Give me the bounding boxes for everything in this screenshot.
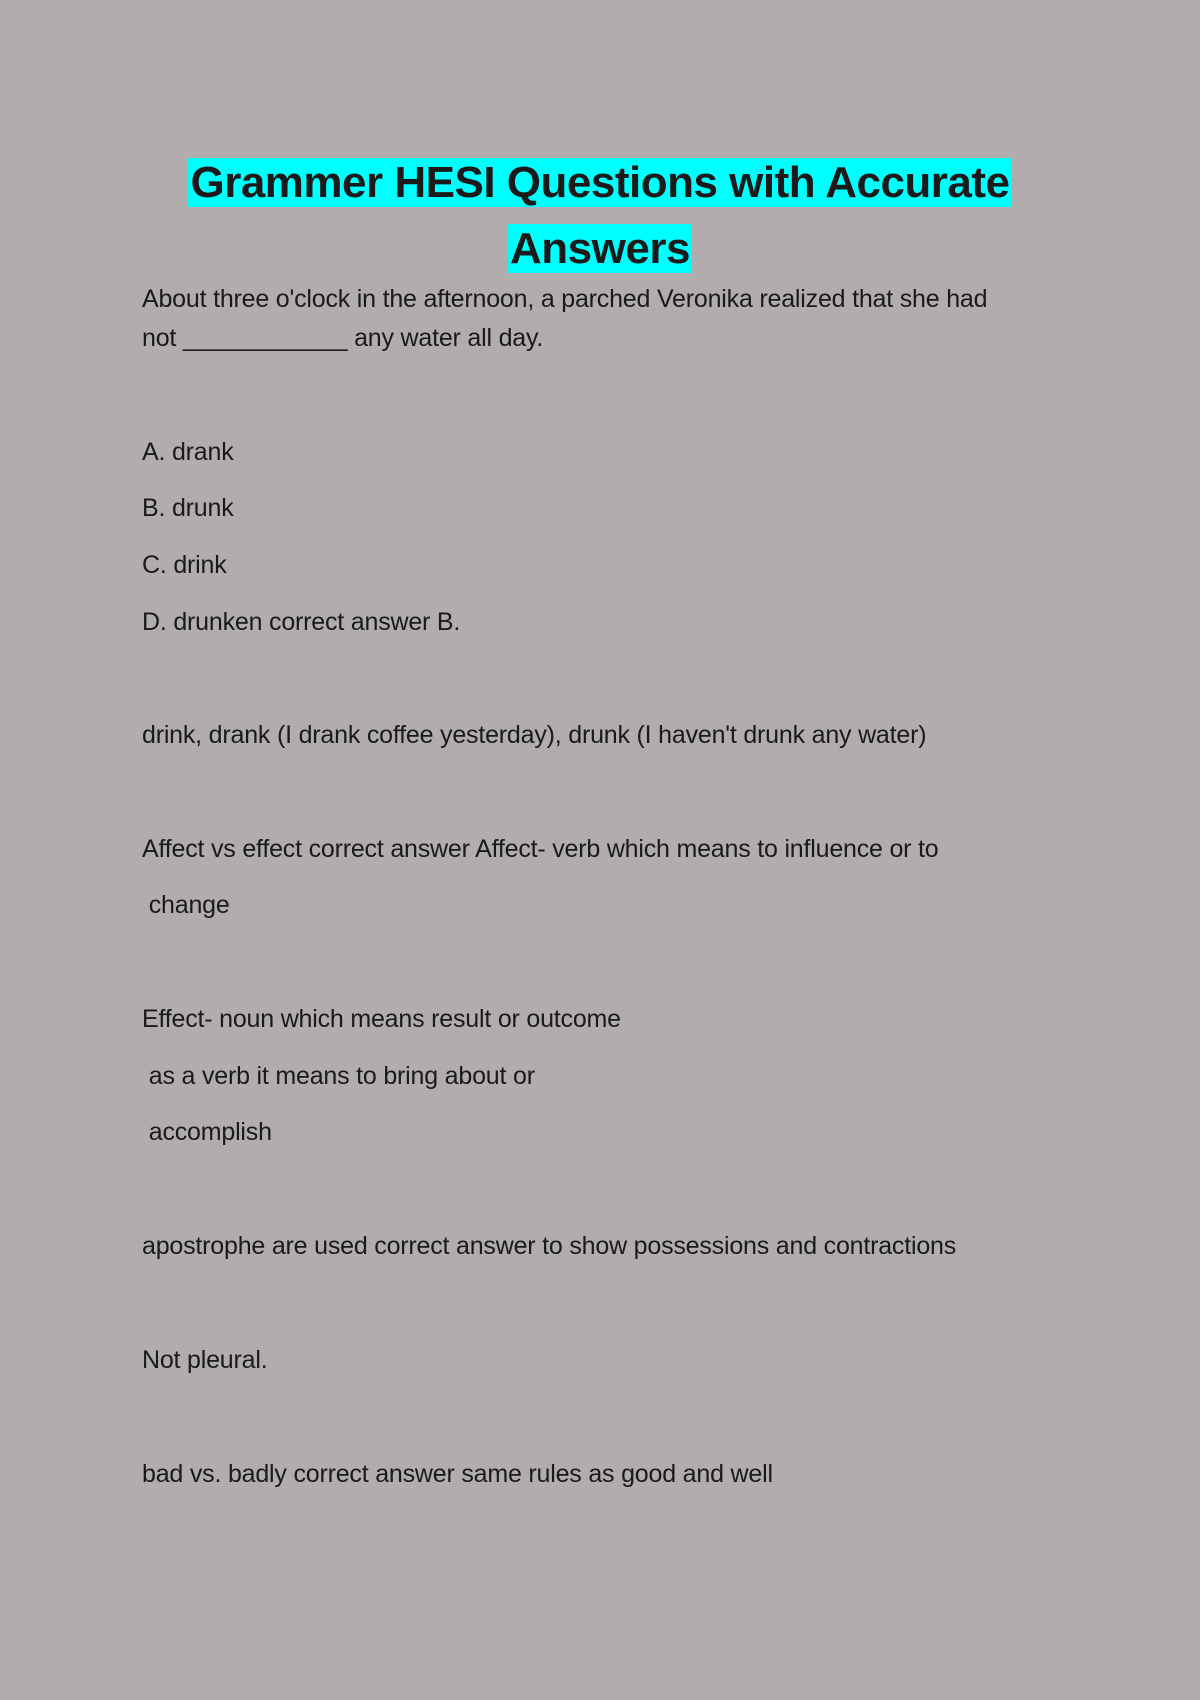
question-line-2: not ____________ any water all day. <box>142 324 544 352</box>
drink-note: drink, drank (I drank coffee yesterday), drunk (I haven't drunk any water) <box>142 721 927 749</box>
document-title <box>0 150 1200 282</box>
apostrophe-line: apostrophe are used correct answer to show possessions and contractions <box>142 1232 957 1260</box>
affect-line-2: change <box>142 891 230 919</box>
option-b: B. drunk <box>142 494 234 522</box>
question-line-1: About three o'clock in the afternoon, a parched Veronika realized that she had <box>142 285 988 313</box>
option-a: A. drank <box>142 438 234 466</box>
not-pleural-line: Not pleural. <box>142 1346 268 1374</box>
title-line-2: Answers <box>510 224 690 273</box>
effect-line-2: as a verb it means to bring about or <box>142 1062 535 1090</box>
option-c: C. drink <box>142 551 227 579</box>
option-d: D. drunken correct answer B. <box>142 608 461 636</box>
bad-badly-line: bad vs. badly correct answer same rules as good and well <box>142 1460 773 1488</box>
effect-line-3: accomplish <box>142 1118 272 1146</box>
effect-line-1: Effect- noun which means result or outcome <box>142 1005 621 1033</box>
title-line-1: Grammer HESI Questions with Accurate <box>190 158 1010 207</box>
affect-line-1: Affect vs effect correct answer Affect- verb which means to influence or to <box>142 835 939 863</box>
